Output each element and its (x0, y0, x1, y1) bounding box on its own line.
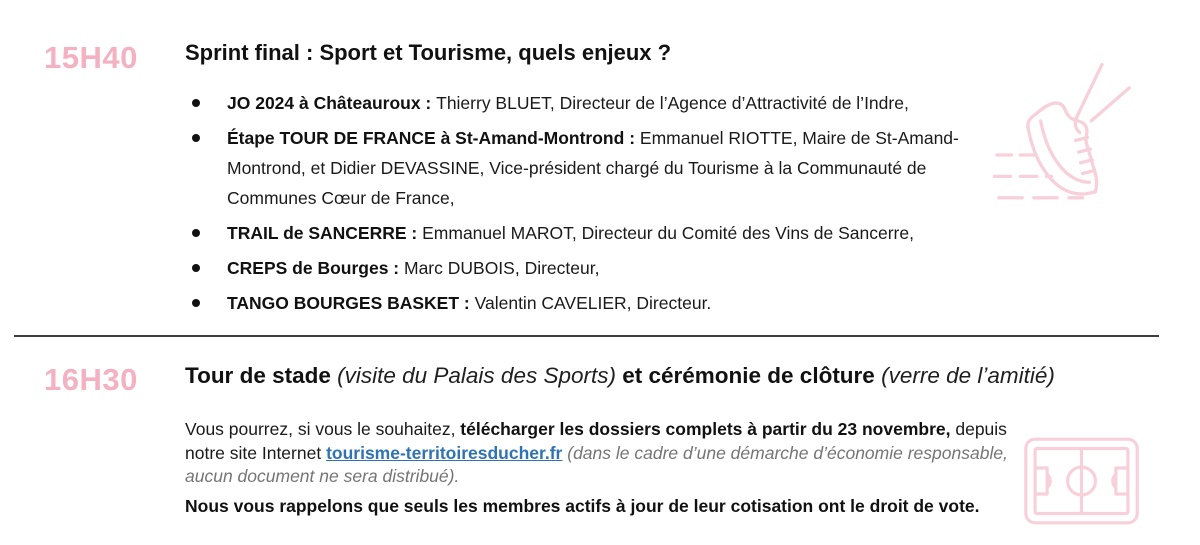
download-paragraph (185, 418, 1017, 489)
section-divider (14, 335, 1159, 337)
title-bold-segment: Tour de stade (185, 363, 338, 388)
session1-title: Sprint final : Sport et Tourisme, quels enjeux ? (185, 40, 672, 65)
running-shoe-icon (993, 60, 1139, 212)
speaker-item-trail-sancerre (185, 218, 980, 248)
speaker-item-tour-de-france (185, 123, 980, 213)
separator: : (406, 223, 423, 244)
speaker-event: Étape TOUR DE FRANCE à St-Amand-Montrond (227, 128, 625, 149)
session2-title (185, 362, 1170, 390)
title-bold-segment: et cérémonie de clôture (615, 363, 882, 388)
title-italic-segment: (verre de l’amitié) (881, 363, 1055, 388)
speaker-event: TRAIL de SANCERRE (227, 223, 407, 244)
speaker-detail: Marc DUBOIS, Directeur, (404, 258, 600, 279)
eco-note-italic: (dans le cadre d’une démarche d’économie responsable, aucun document ne sera distribué). (185, 442, 1008, 486)
session1-content (185, 40, 980, 323)
speaker-item-jo2024 (185, 88, 980, 118)
speaker-event: CREPS de Bourges (227, 258, 389, 279)
separator: : (459, 293, 475, 314)
paragraph-lead: Vous pourrez, si vous le souhaitez, (185, 419, 461, 439)
sports-field-icon (1023, 435, 1140, 527)
speaker-event: JO 2024 à Châteauroux (227, 93, 421, 114)
session1-time: 15H40 (44, 40, 138, 75)
speaker-item-creps (185, 253, 980, 283)
title-italic-segment: (visite du Palais des Sports) (337, 363, 616, 388)
speaker-item-tango-bourges (185, 288, 980, 318)
download-deadline: télécharger les dossiers complets à partir du 23 novembre, (460, 419, 951, 439)
voting-note: Nous vous rappelons que seuls les membres actifs à jour de leur cotisation ont le droit de vote. (185, 495, 980, 516)
speaker-event: TANGO BOURGES BASKET (227, 293, 460, 314)
separator: : (420, 93, 437, 114)
speaker-detail: Valentin CAVELIER, Directeur. (474, 293, 712, 314)
speaker-detail: Thierry BLUET, Directeur de l’Agence d’Attractivité de l’Indre, (436, 93, 909, 114)
separator: : (624, 128, 640, 149)
website-link[interactable]: tourisme-territoiresducher.fr (326, 442, 563, 463)
session2-body (185, 418, 1017, 518)
speaker-detail: Emmanuel RIOTTE, Maire de St-Amand-Montrond, et Didier DEVASSINE, Vice-président chargé du Tourisme à la Communauté de Communes Cœur de France, (227, 128, 959, 209)
speaker-detail: Emmanuel MAROT, Directeur du Comité des Vins de Sancerre, (422, 223, 914, 244)
separator: : (388, 258, 404, 279)
session2-time: 16H30 (44, 362, 138, 397)
session1-speaker-list (185, 88, 980, 318)
paragraph-middle: depuis notre site Internet (185, 419, 1007, 463)
